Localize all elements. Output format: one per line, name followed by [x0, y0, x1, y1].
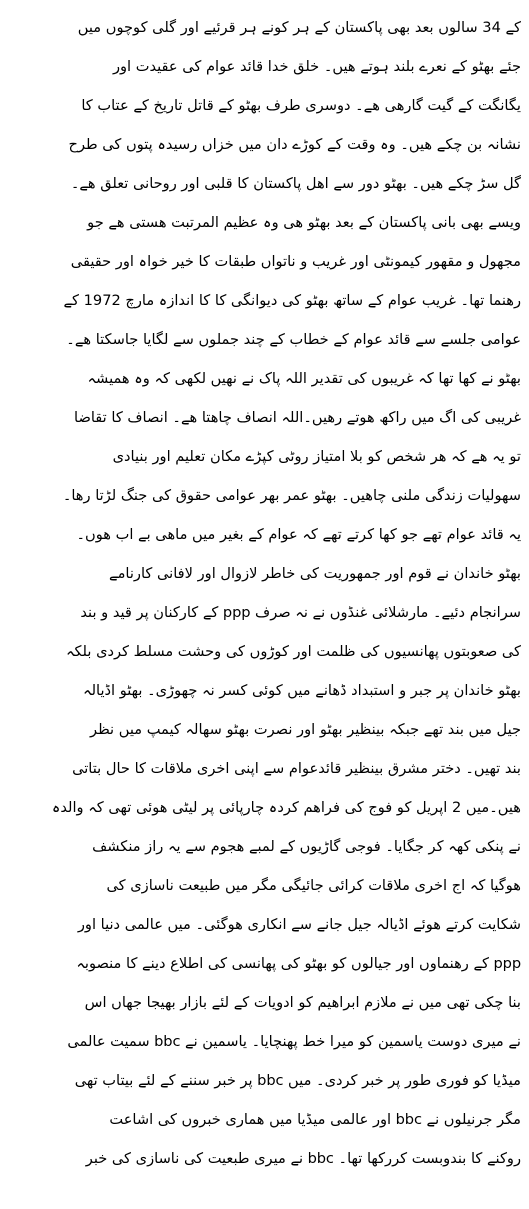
text-line: مگر جرنیلوں نے bbc اور عالمی میڈیا میں ھماری خبروں کی اشاعت	[109, 1111, 521, 1128]
text-line: کے 34 سالوں بعد بھی پاکستان کے ہر کونے ہر قرئیے اور گلی کوچوں میں	[77, 19, 521, 36]
text-line: سھولیات زندگی ملنی چاھیں۔ بھٹو عمر بھر عوامی حقوق کی جنگ لڑتا رھا۔	[62, 487, 521, 504]
text-line: روکنے کا بندوبست کررکھا تھا۔ bbc نے میری طبعیت کی ناسازی کی خبر	[85, 1150, 521, 1167]
text-line: تو یہ ھے کہ ھر شخص کو بلا امتیاز روٹی کپڑے مکان تعلیم اور بنیادی	[112, 448, 521, 465]
text-line: بنا چکی تھی میں نے ملازم ابراھیم کو ادویات کے لئے بازار بھیجا جھاں اس	[84, 994, 521, 1011]
text-line: کی صعوبتوں پھانسیوں کی ظلمت اور کوڑوں کی وحشت مسلط کردی بلکہ	[65, 643, 521, 660]
text-line: ویسے بھی بانی پاکستان کے بعد بھٹو ھی وہ عظیم المرتبت ھستی ھے جو	[87, 214, 521, 231]
text-line: بھٹو خاندان نے قوم اور جمھوریت کی خاطر لازوال اور لافانی کارنامے	[109, 565, 521, 582]
text-line: غریبی کی اگ میں راکھ ھوتے رھیں۔اللہ انصاف چاھتا ھے۔ انصاف کا تقاضا	[74, 409, 521, 426]
text-line: شکایت کرتے ھوئے اڈیالہ جیل جانے سے انکاری ھوگئی۔ میں عالمی دنیا اور	[77, 916, 521, 933]
text-line: یگانگت کے گیت گارھی ھے۔ دوسری طرف بھٹو کے قاتل تاریخ کے عتاب کا	[81, 97, 521, 114]
text-line: رھنما تھا۔ غریب عوام کے ساتھ بھٹو کی دیوانگی کا کا اندازہ مارچ 1972 کے	[63, 292, 521, 309]
text-line: مجھول و مقھور کیمونٹی اور غریب و ناتواں طبقات کا خیر خواہ اور حقیقی	[70, 253, 521, 270]
text-line: نے پنکی کھہ کر جگایا۔ فوجی گاڑیوں کے لمبے ھجوم سے یہ راز منکشف	[92, 838, 521, 855]
text-line: میڈیا کو فوری طور پر خبر کردی۔ میں bbc پر خبر سننے کے لئے بیتاب تھی	[74, 1072, 521, 1089]
text-line: بھٹو نے کھا تھا کہ غریبوں کی تقدیر اللہ پاک نے نھیں لکھی کہ وہ ھمیشہ	[87, 370, 521, 387]
text-line: بھٹو خاندان پر جبر و استبداد ڈھانے میں کوئی کسر نہ چھوڑی۔ بھٹو اڈیالہ	[83, 682, 521, 699]
text-line: نشانہ بن چکے ھیں۔ وہ وقت کے کوڑے دان میں خزاں رسیدہ پتوں کی طرح	[68, 136, 521, 153]
text-line: ھیں۔میں 2 اپریل کو فوج کی فراھم کردہ چارپائی پر لیٹی ھوئی تھی کہ والدہ	[51, 799, 521, 816]
text-line: سرانجام دئیے۔ مارشلائی غنڈوں نے نہ صرف ppp کے کارکنان پر قید و بند	[80, 604, 521, 621]
text-line: نے میری دوست یاسمین کو میرا خط پھنچایا۔ یاسمین نے bbc سمیت عالمی	[67, 1033, 521, 1050]
text-line: گل سڑ چکے ھیں۔ بھٹو دور سے اھل پاکستان کا قلبی اور روحانی تعلق ھے۔	[70, 175, 521, 192]
text-line: عوامی جلسے سے قائد عوام کے خطاب کے چند جملوں سے لگایا جاسکتا ھے۔	[66, 331, 521, 348]
text-line: ھوگیا کہ اج اخری ملاقات کرائی جائیگی مگر میں طبیعت ناسازی کی	[106, 877, 521, 894]
text-line: جیل میں بند تھے جبکہ بینظیر بھٹو اور نصرت بھٹو سھالہ کیمپ میں نظر	[90, 721, 521, 738]
text-line: یہ قائد عوام تھے جو کھا کرتے تھے کہ عوام کے بغیر میں ماھی بے اب ھوں۔	[76, 526, 521, 543]
text-line: ppp کے رھنماوں اور جیالوں کو بھٹو کی پھانسی کی اطلاع دینے کا منصوبہ	[76, 955, 521, 972]
text-line: جئے بھٹو کے نعرے بلند ہوتے ھیں۔ خلق خدا قائد عوام کی عقیدت اور	[112, 58, 521, 75]
text-line: بند تھیں۔ دختر مشرق بینظیر قائدعوام سے اپنی اخری ملاقات کا حال بتاتی	[72, 760, 521, 777]
